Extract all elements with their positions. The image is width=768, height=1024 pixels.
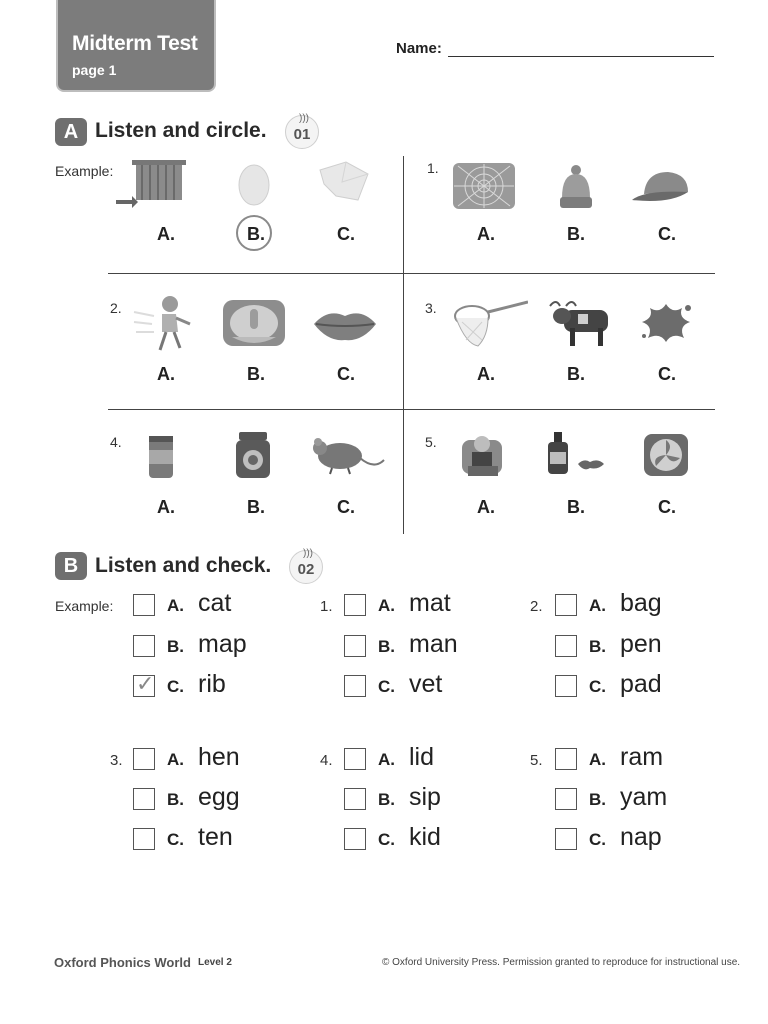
can-icon <box>146 432 176 480</box>
option-word: rib <box>198 670 226 698</box>
section-b-badge: B <box>55 552 87 580</box>
question-number: 2. <box>110 300 122 316</box>
question-number: 5. <box>425 434 437 450</box>
example-label: Example: <box>55 598 114 614</box>
grid-divider-horizontal <box>108 409 715 410</box>
option-a[interactable]: A. <box>157 224 175 244</box>
name-label: Name: <box>396 40 442 57</box>
jam-jar-icon <box>233 430 273 480</box>
option-a[interactable]: A. <box>477 364 495 384</box>
folded-paper-icon <box>316 160 372 204</box>
checkbox[interactable] <box>133 828 155 850</box>
checkbox[interactable] <box>555 788 577 810</box>
question-number: 1. <box>320 598 333 615</box>
running-girl-icon <box>132 292 196 356</box>
option-letter: B. <box>167 637 184 656</box>
level-label: Level 2 <box>198 957 232 968</box>
option-c[interactable]: C. <box>337 497 355 517</box>
option-a[interactable]: A. <box>157 364 175 384</box>
option-word: nap <box>620 823 662 851</box>
option-word: vet <box>409 670 443 698</box>
option-b[interactable]: B. <box>567 497 585 517</box>
splat-icon <box>638 300 694 344</box>
option-letter: B. <box>167 790 184 809</box>
option-word: cat <box>198 589 232 617</box>
sitting-man-icon <box>460 430 506 480</box>
option-word: pen <box>620 630 662 658</box>
web-icon <box>452 162 516 210</box>
sound-waves-icon: ))) <box>303 548 313 559</box>
checkbox[interactable] <box>555 675 577 697</box>
option-b[interactable]: B. <box>567 364 585 384</box>
checkbox[interactable] <box>133 788 155 810</box>
track-number: 02 <box>297 561 315 578</box>
option-letter: B. <box>378 790 395 809</box>
fan-icon <box>640 430 692 480</box>
knit-hat-icon <box>556 164 596 212</box>
checkbox[interactable] <box>133 635 155 657</box>
towel-icon <box>114 156 194 208</box>
checkbox[interactable] <box>133 748 155 770</box>
checkbox[interactable] <box>555 635 577 657</box>
option-word: ram <box>620 743 664 771</box>
option-letter: B. <box>589 790 606 809</box>
option-word: hen <box>198 743 240 771</box>
checkbox[interactable] <box>344 594 366 616</box>
name-field[interactable] <box>448 56 714 57</box>
page-subtitle: page 1 <box>72 62 117 78</box>
option-letter: A. <box>378 596 395 615</box>
checkbox[interactable] <box>555 594 577 616</box>
question-number: 4. <box>320 752 333 769</box>
checkbox[interactable] <box>555 748 577 770</box>
option-word: kid <box>409 823 441 851</box>
option-a[interactable]: A. <box>157 497 175 517</box>
option-word: yam <box>620 783 668 811</box>
checkbox[interactable] <box>344 828 366 850</box>
checkbox[interactable] <box>344 675 366 697</box>
question-number: 4. <box>110 434 122 450</box>
option-b[interactable]: B. <box>247 364 265 384</box>
option-letter: A. <box>167 750 184 769</box>
ink-bottle-icon <box>544 430 608 480</box>
option-c[interactable]: C. <box>658 497 676 517</box>
option-word: ten <box>198 823 233 851</box>
option-word: bag <box>620 589 662 617</box>
page-title: Midterm Test <box>72 32 198 55</box>
section-a-badge: A <box>55 118 87 146</box>
lips-icon <box>312 306 378 342</box>
checkbox[interactable] <box>344 635 366 657</box>
mouth-uvula-icon <box>222 299 286 347</box>
question-number: 1. <box>427 160 439 176</box>
option-c[interactable]: C. <box>337 224 355 244</box>
question-number: 5. <box>530 752 543 769</box>
brand-logo: Oxford Phonics World <box>54 955 191 970</box>
checkbox[interactable] <box>344 748 366 770</box>
option-word: lid <box>409 743 435 771</box>
option-word: man <box>409 630 458 658</box>
section-a-title: Listen and circle. <box>95 119 267 142</box>
option-c[interactable]: C. <box>337 364 355 384</box>
section-b-title: Listen and check. <box>95 554 272 577</box>
question-number: 3. <box>425 300 437 316</box>
option-letter: C. <box>167 830 184 849</box>
checkbox[interactable] <box>555 828 577 850</box>
option-letter: C. <box>378 830 395 849</box>
option-word: sip <box>409 783 441 811</box>
grid-divider-vertical <box>403 156 404 534</box>
sound-waves-icon: ))) <box>299 113 309 124</box>
example-label: Example: <box>55 163 114 179</box>
grid-divider-horizontal <box>108 273 715 274</box>
option-b[interactable]: B. <box>247 497 265 517</box>
cap-icon <box>630 166 694 210</box>
option-a[interactable]: A. <box>477 497 495 517</box>
option-letter: C. <box>589 677 606 696</box>
title-tab <box>56 0 216 92</box>
checkbox-checked[interactable] <box>133 671 155 697</box>
option-letter: C. <box>378 677 395 696</box>
option-a[interactable]: A. <box>477 224 495 244</box>
option-letter: A. <box>378 750 395 769</box>
option-letter: B. <box>378 637 395 656</box>
question-number: 3. <box>110 752 123 769</box>
option-c[interactable]: C. <box>658 364 676 384</box>
audio-track-01-icon[interactable] <box>285 115 319 149</box>
checkbox[interactable] <box>133 594 155 616</box>
net-icon <box>452 300 528 348</box>
question-number: 2. <box>530 598 543 615</box>
rat-icon <box>310 430 386 478</box>
option-c[interactable]: C. <box>658 224 676 244</box>
checkbox[interactable] <box>344 788 366 810</box>
option-letter: A. <box>589 596 606 615</box>
option-letter: C. <box>167 677 184 696</box>
option-letter: B. <box>589 637 606 656</box>
option-letter: A. <box>589 750 606 769</box>
option-letter: C. <box>589 830 606 849</box>
audio-track-02-icon[interactable] <box>289 550 323 584</box>
option-word: pad <box>620 670 662 698</box>
option-letter: A. <box>167 596 184 615</box>
option-word: map <box>198 630 247 658</box>
option-word: mat <box>409 589 451 617</box>
option-word: egg <box>198 783 240 811</box>
check-mark-icon: ✓ <box>136 671 155 696</box>
track-number: 01 <box>293 126 311 143</box>
copyright-notice: © Oxford University Press. Permission granted to reproduce for instructional use. <box>382 957 741 968</box>
egg-icon <box>237 160 271 206</box>
option-b[interactable]: B. <box>567 224 585 244</box>
option-b[interactable]: B. <box>247 224 265 244</box>
yak-icon <box>548 296 616 348</box>
